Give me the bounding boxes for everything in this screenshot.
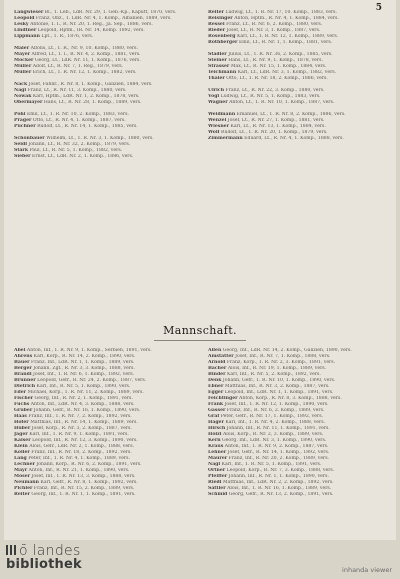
viewer-label[interactable]: inhanda viewer [342, 566, 392, 574]
register-entry [208, 64, 384, 69]
entry-name: Mayer [14, 52, 31, 57]
register-entry [208, 444, 384, 449]
entry-text: Johann, Gefr., 1. R. Nr. 10, 1. Komp., 1890, vers. [222, 378, 336, 383]
entry-name: Seidl [14, 142, 27, 147]
entry-name: Graf [208, 414, 220, 419]
entry-text: Matthias, Inf., LdR. Nr. 2, 2. Komp., 1892, vers. [222, 480, 334, 485]
section-divider [154, 340, 246, 341]
entry-name: Moser [14, 474, 31, 479]
register-entry [14, 366, 190, 371]
entry-name: Ortner [208, 468, 226, 473]
register-entry [208, 100, 384, 105]
register-entry [208, 124, 384, 129]
entry-text: Karl, Korp., R. Nr. 14, 2. Komp., 1890, vers. [33, 354, 136, 359]
entry-text: Georg, Lt., LdR. Nr. 11, 1. Komp., 1876, vers. [34, 58, 141, 63]
register-entry [14, 480, 190, 485]
document-page [4, 0, 396, 540]
entry-name: Reisinger [208, 16, 233, 21]
entry-text: Johann, Inf., R. Nr. 11, 1. Komp., 1891, vers. [226, 426, 330, 431]
register-entry [208, 402, 384, 407]
entry-name: Nowak [14, 94, 32, 99]
register-entry [208, 456, 384, 461]
entry-name: Thaler [208, 76, 225, 81]
register-entry [14, 70, 190, 75]
register-entry [208, 474, 384, 479]
entry-name: Feichtinger [208, 396, 238, 401]
entry-text: Matthias, Inf., R. Nr. 3, 2. Komp., 1887, vers. [224, 384, 330, 389]
register-entry [208, 70, 384, 75]
register-entry [208, 426, 384, 431]
register-entry [14, 118, 190, 123]
entry-name: Pfeiffer [208, 474, 228, 479]
entry-name: Ebner [208, 384, 224, 389]
entry-text: Johann, Gefr., R. Nr. 16, 1. Komp., 1890, vers. [33, 408, 141, 413]
entry-name: Obermayer [14, 100, 43, 105]
entry-name: Riedl [208, 480, 222, 485]
entry-name: Sieber [14, 154, 31, 159]
register-entry [208, 414, 384, 419]
register-entry [208, 486, 384, 491]
register-entry [14, 354, 190, 359]
entry-name: Mayr [14, 468, 28, 473]
entry-text: Karl, Lt., 1. R. Nr. 12, 1. Komp., 1889, vers. [236, 34, 339, 39]
entry-name: Gasser [208, 408, 226, 413]
entry-text: Leopold, Inf., LdR. Nr. 1, 1. Komp., 1891, vers. [224, 390, 334, 395]
entry-name: Nack [14, 82, 28, 87]
entry-name: Vogl [208, 94, 220, 99]
entry-text: Franz, Lt., R. Nr. 6, 2. Komp., 1880, vers. [226, 22, 323, 27]
entry-text: Bl., 1. Leb., LdR. Nr. 29, 1. Geb.-Kp., Kaputt, 1870, vers. [44, 10, 177, 15]
entry-name: Arnold [208, 360, 226, 365]
register-entry [14, 390, 190, 395]
page-number: 5 [375, 3, 382, 13]
register-entry [14, 402, 190, 407]
entry-text: Paul, Lt., R. Nr. 5, 1. Komp., 1882, vers. [29, 148, 123, 153]
entry-name: Lehner [208, 450, 227, 455]
register-entry [14, 372, 190, 377]
register-entry [14, 148, 190, 153]
entry-text: Leopold, Hptm., IR. Nr. 14, Komp. 1892, vers. [37, 28, 145, 33]
entry-text: Franz, Inf., R. Nr. 6, 2. Komp., 1889, vers. [226, 408, 325, 413]
entry-text: Rudolf, Lt., R. Nr. 14, 1. Komp., 1885, vers. [37, 124, 138, 129]
entry-text: Anton, Inf., R. Nr. 21, 1. Komp., 1890, vers. [28, 468, 130, 473]
entry-text: Matthias, Inf., R. Nr. 14, 1. Komp., 1889, vers. [30, 420, 138, 425]
register-entry [208, 480, 384, 485]
register-entry [14, 432, 190, 437]
register-entry [14, 462, 190, 467]
entry-name: Pichler [14, 486, 33, 491]
entry-text: Alois, Inf., 1. R. Nr. 16, 1. Komp., 1889, vers. [227, 486, 332, 491]
entry-name: Wagner [208, 100, 228, 105]
register-entry [14, 444, 190, 449]
entry-text: Max, Lt., R. Nr. 15, 1. Komp., 1884, vers. [230, 64, 327, 69]
entry-name: Weidmann [208, 112, 236, 117]
entry-text: Karl, Lt., R. Nr. 13, 1. Komp., 1884, vers. [230, 124, 326, 129]
register-entry [208, 390, 384, 395]
register-entry [208, 366, 384, 371]
register-entry [208, 52, 384, 57]
entry-name: Schmid [208, 492, 228, 497]
entry-name: Reiter [208, 10, 224, 15]
entry-name: Brunner [14, 378, 36, 383]
register-entry [14, 456, 190, 461]
register-entry [14, 58, 190, 63]
entry-text: Leopold, Inf., R. Nr. 12, 3. Komp., 1890, vers. [32, 438, 138, 443]
entry-text: Karl, Inf., 1. R. Nr. 9, 1. Komp., 1891, vers. [29, 432, 129, 437]
entry-name: Hofer [14, 420, 29, 425]
register-entry [14, 450, 190, 455]
entry-name: Reiter [14, 492, 30, 497]
register-entry [14, 136, 190, 141]
register-entry [14, 142, 190, 147]
logo-text-1: ö̈ landes [19, 543, 81, 559]
register-entry [14, 22, 190, 27]
entry-name: Müller [14, 70, 32, 75]
register-entry [208, 58, 384, 63]
register-entry [14, 10, 190, 15]
register-entry [14, 88, 190, 93]
entry-text: Karl, Inf., 1. R. Nr. 4, 2. Komp., 1888, vers. [225, 420, 326, 425]
entry-text: Otto, Lt., 1. R. Nr. 18, 2. Komp., 1886, vers. [226, 76, 328, 81]
entry-name: Brandl [14, 372, 32, 377]
register-entry [208, 112, 384, 117]
entry-text: Georg, Gefr., R. Nr. 13, 2. Komp., 1891, vers. [228, 492, 334, 497]
entry-name: Rieder [208, 28, 226, 33]
entry-text: Emil, Lt., 1. R. Nr. 10, 2. Komp., 1883, vers. [26, 112, 129, 117]
entry-name: Teichmann [208, 70, 237, 75]
register-entry [14, 474, 190, 479]
entry-text: Leopold, Gefr., R. Nr. 24, 2. Komp., 1887, vers. [37, 378, 147, 383]
entry-name: Fischer [14, 396, 34, 401]
entry-name: Kern [208, 438, 221, 443]
register-entry [14, 360, 190, 365]
entry-name: Ahrens [14, 354, 33, 359]
register-entry [208, 40, 384, 45]
register-entry [14, 378, 190, 383]
entry-text: Anton, Inf., 1. R. Nr. 9, 2. Komp., 1887, vers. [224, 444, 329, 449]
register-entry [208, 462, 384, 467]
register-entry [208, 378, 384, 383]
entry-name: Wolf [208, 130, 220, 135]
entry-name: Dietrich [14, 384, 36, 389]
entry-name: Mocker [14, 58, 34, 63]
register-entry [14, 414, 190, 419]
register-entry [208, 384, 384, 389]
entry-name: Hirsch [208, 426, 226, 431]
entry-name: Lesky [14, 22, 29, 27]
entry-text: Josef, Gefr., R. Nr. 14, 1. Komp., 1892, vers. [227, 450, 330, 455]
entry-name: Schönbauer [14, 136, 45, 141]
entry-text: Karl, Gefr., R. Nr. 8, 1. Komp., 1892, vers. [40, 480, 138, 485]
entry-text: Karl, Lt., LdR. Nr. 3, 1. Komp., 1882, vers. [237, 70, 337, 75]
entry-text: Franz, Obz., 1. LdR. Nr. 4, 1. Komp., Albanien, 1889, vers. [35, 16, 172, 21]
register-entry [14, 468, 190, 473]
register-entry [208, 438, 384, 443]
entry-text: Franz, Korp., 1. R. Nr. 2, 3. Komp., 1891, vers. [226, 360, 336, 365]
entry-name: Lechner [14, 462, 35, 467]
entry-text: Franz, Lt., R. Nr. 11, 3. Komp., 1880, vers. [27, 88, 127, 93]
entry-text: Franz, Inf., 1. R. Nr. 7, 2. Komp., 1892, vers. [28, 414, 132, 419]
entry-name: Maier [14, 46, 30, 51]
entry-name: Huber [14, 426, 31, 431]
entry-name: Leopold [14, 16, 35, 21]
register-entry [208, 354, 384, 359]
entry-text: Anton, Korp., R. Nr. 8, 3. Komp., 1888, vers. [239, 396, 342, 401]
entry-text: Georg, Inf., 1. R. Nr. 1, 1. Komp., 1891, vers. [31, 492, 136, 497]
register-entry [14, 100, 190, 105]
lower-left-column [14, 348, 190, 498]
entry-text: Franz, Inf., R. Nr. 18, 2. Komp., 1892, vers. [31, 450, 132, 455]
entry-text: Anton, Lt., 1. R. Nr. 10, 1. Komp., 1887, vers. [229, 100, 335, 105]
entry-text: Georg, Inf., LdR. Nr. 3, 1. Komp., 1890, vers. [222, 438, 327, 443]
entry-name: Denk [208, 378, 222, 383]
entry-name: Rosenberg [208, 34, 236, 39]
register-entry [208, 136, 384, 141]
entry-name: Jäger [14, 432, 28, 437]
section-heading: Mannschaft. [163, 324, 237, 337]
entry-text: Karl, Inf., R. Nr. 5, 1. Komp., 1890, vers. [36, 384, 131, 389]
register-entry [14, 396, 190, 401]
register-entry [208, 118, 384, 123]
register-entry [208, 94, 384, 99]
entry-name: Neumann [14, 480, 39, 485]
register-entry [14, 16, 190, 21]
entry-name: Stadler [208, 52, 227, 57]
register-entry [14, 348, 190, 353]
entry-name: Koller [14, 450, 30, 455]
entry-text: Ernst, Lt., LdR. Nr. 2, 1. Komp., 1886, vers. [32, 154, 134, 159]
logo-line-2: bibliothek [6, 557, 82, 572]
entry-name: Wenzel [208, 118, 227, 123]
entry-name: Egger [208, 390, 224, 395]
register-entry [208, 372, 384, 377]
entry-text: Karl, Inf., R. Nr. 5, 2. Komp., 1892, vers. [227, 372, 321, 377]
entry-text: Ludwig, Lt., 1. R. Nr. 17, 10. Komp., 1883, vers. [225, 10, 337, 15]
entry-name: Rothberger [208, 40, 238, 45]
entry-name: Steiner [208, 58, 227, 63]
entry-text: Josef, Inf., 1. R. Nr. 6, 1. Komp., 1892, vers. [33, 372, 135, 377]
entry-text: Peter, Gefr., R. Nr. 17, 1. Komp., 1892, vers. [220, 414, 324, 419]
entry-name: Frank [208, 402, 224, 407]
register-entry [208, 396, 384, 401]
entry-name: Langwieser [14, 10, 44, 15]
entry-text: Johann, Lt., R. Nr. 32, 2. Komp., 1879, vers. [28, 142, 131, 147]
register-entry [14, 82, 190, 87]
entry-name: Hager [208, 420, 224, 425]
register-entry [208, 88, 384, 93]
entry-name: Maurer [208, 456, 228, 461]
entry-text: Alfred, Lt., 1. I., R. Nr. 4, 2. Komp., 1881, vers. [31, 52, 141, 57]
entry-text: Erich, Lt., 1. R. Nr. 12, 1. Komp., 1882, vers. [32, 70, 137, 75]
entry-text: Anton, Inf., 1. R. Nr. 9, 1. Komp., Serbien, 1891, vers. [26, 348, 152, 353]
entry-name: Haas [14, 414, 27, 419]
register-entry [14, 52, 190, 57]
entry-text: Josef, Fähnr., R. Nr. 8, 1. Komp., Galizien, 1884, vers. [28, 82, 153, 87]
entry-text: Otto, Lt., R. Nr. 4, 1. Komp., 1887, vers. [32, 118, 126, 123]
entry-text: Rudolf, Lt., 1. R. Nr. 20, 1. Komp., 1879, vers. [221, 130, 328, 135]
entry-text: Michael, Korp., 1. R. Nr. 11, 2. Komp., 1889, vers. [27, 390, 144, 395]
register-entry [14, 154, 190, 159]
entry-name: Binder [208, 372, 226, 377]
entry-text: Leopold, Korp., R. Nr. 7, 3. Komp., 1888, vers. [226, 468, 335, 473]
entry-text: Josef, Inf., 1. R. Nr. 12, 1. Komp., 1890, vers. [224, 402, 329, 407]
entry-name: Puchner [14, 124, 36, 129]
entry-name: Prager [14, 118, 32, 123]
lower-right-column [208, 348, 384, 498]
entry-name: Stärk [14, 148, 29, 153]
register-entry [14, 124, 190, 129]
entry-text: Franz, Inf., R. Nr. 20, 2. Komp., 1889, vers. [228, 456, 330, 461]
entry-text: Adolf, Lt., R. Nr. 7, 1. Reg., 1879, vers. [32, 64, 124, 69]
entry-name: Gruber [14, 408, 33, 413]
entry-text: Alois, Inf., R. Nr. 19, 1. Komp., 1889, vers. [227, 366, 327, 371]
entry-name: Wiesner [208, 124, 230, 129]
entry-text: Emil, Lt., R. Nr. 1, 1. Komp., 1881, vers. [238, 40, 333, 45]
register-entry [14, 426, 190, 431]
entry-text: Peter, Inf., 1. R. Nr. 4, 1. Komp., 1889, vers. [28, 456, 130, 461]
register-entry [208, 408, 384, 413]
entry-text: Julius, Lt., 1. R. Nr. 36, 2. Komp., 1885, vers. [228, 52, 333, 57]
register-entry [14, 438, 190, 443]
entry-text: Karl, Hptm., LdR. Nr. 1, 2. Komp., 1878, vers. [32, 94, 140, 99]
register-entry [208, 22, 384, 27]
entry-text: Hans, Lt., R. Nr. 9, 1. Komp., 1878, vers. [228, 58, 323, 63]
entry-name: Fuchs [14, 402, 30, 407]
register-entry [14, 408, 190, 413]
entry-name: Hölzl [208, 432, 222, 437]
entry-text: Antonie, 1. I., R. Nr. 20, 1. Reg., Ja. Sep., 1886, vers. [30, 22, 153, 27]
entry-text: Alfons, Lt., 1. R., Nr. 9, 10. Komp., 1880, vers. [30, 46, 139, 51]
entry-name: Allen [208, 348, 222, 353]
entry-text: Josef, Lt., R. Nr. 27, 1. Komp., 1881, vers. [227, 118, 325, 123]
register-entry [208, 130, 384, 135]
entry-name: Sattler [208, 486, 226, 491]
register-entry [208, 28, 384, 33]
register-entry [14, 384, 190, 389]
register-entry [208, 360, 384, 365]
entry-text: Karl, Inf., 1. R. Nr. 5, 1. Komp., 1891, vers. [221, 462, 322, 467]
entry-name: Lang [14, 456, 27, 461]
entry-text: Georg, Inf., R. Nr. 2, 1. Komp., 1891, vers. [34, 396, 133, 401]
entry-text: Wilhelm, Lt., 1. R. Nr. 3, 1. Komp., 1880, vers. [46, 136, 154, 141]
register-entry [208, 34, 384, 39]
register-entry [14, 492, 190, 497]
entry-name: Ressel [208, 22, 225, 27]
entry-name: Nagl [208, 462, 221, 467]
logo-line-1 [6, 544, 82, 558]
entry-name: Strasser [208, 64, 230, 69]
entry-text: Josef, Korp., R. Nr. 3, 2. Komp., 1887, vers. [31, 426, 132, 431]
upper-right-column [208, 10, 384, 142]
register-entry [14, 28, 190, 33]
register-entry [208, 76, 384, 81]
register-entry [14, 420, 190, 425]
entry-text: Johann, Inf., R. Nr. 1, 1. Komp., 1890, vers. [228, 474, 329, 479]
entry-name: Lindtner [14, 28, 37, 33]
entry-text: Franz, Inf., R. Nr. 15, 2. Komp., 1889, vers. [33, 486, 135, 491]
entry-text: Alois, Korp., R. Nr. 2, 3. Komp., 1889, vers. [222, 432, 324, 437]
entry-name: Klein [14, 444, 28, 449]
entry-text: Lpt., 1. R., 1876, vers. [41, 34, 94, 39]
register-entry [208, 10, 384, 15]
entry-text: Johann, Korp., R. Nr. 6, 2. Komp., 1891, vers. [36, 462, 142, 467]
register-entry [208, 450, 384, 455]
entry-text: Josef, Inf., 1. R. Nr. 13, 3. Komp., 1888, vers. [31, 474, 136, 479]
register-entry [208, 16, 384, 21]
register-entry [14, 64, 190, 69]
register-entry [14, 112, 190, 117]
entry-name: Abel [14, 348, 26, 353]
register-entry [208, 492, 384, 497]
entry-text: Georg, Inf., LdR. Nr. 14, 2. Komp., Galizien, 1890, vers. [222, 348, 352, 353]
entry-text: Franz, Inf., LdR. Nr. 1, 1. Komp., 1889, vers. [31, 360, 135, 365]
entry-text: Franz, Lt., R. Nr. 22, 3. Komp., 1880, vers. [225, 88, 325, 93]
entry-text: Ludwig, Lt., R. Nr. 5, 1. Komp., 1883, vers. [220, 94, 321, 99]
entry-text: Eduard, Lt., R. Nr. 4, 1. Komp., 1888, vers. [244, 136, 344, 141]
entry-name: Kaiser [14, 438, 31, 443]
register-entry [208, 468, 384, 473]
library-logo[interactable] [6, 544, 82, 571]
register-entry [208, 432, 384, 437]
entry-text: Anton, Inf., LdR. Nr. 4, 3. Komp., 1888, vers. [30, 402, 135, 407]
entry-name: Eder [14, 390, 27, 395]
entry-text: Johann, Zgf., R. Nr. 3, 3. Komp., 1888, vers. [33, 366, 135, 371]
entry-name: Bacher [208, 366, 227, 371]
library-logo-icon [6, 544, 16, 556]
entry-name: Ulrich [208, 88, 225, 93]
entry-name: Lippmann [14, 34, 40, 39]
upper-left-column [14, 10, 190, 160]
entry-text: Alois, Gefr., LdR. Nr. 2, 1. Komp., 1888, vers. [29, 444, 135, 449]
register-entry [14, 34, 190, 39]
register-entry [208, 420, 384, 425]
entry-text: Josef, Inf., R. Nr. 7, 1. Komp., 1888, vers. [235, 354, 331, 359]
entry-name: Kraus [208, 444, 224, 449]
entry-text: Emanuel, Lt., 1. R. Nr. 8, 2. Komp., 1886, vers. [236, 112, 346, 117]
register-entry [14, 46, 190, 51]
entry-text: Anton, Hptm., R. Nr. 4, 1. Komp., 1884, vers. [234, 16, 339, 21]
entry-name: Zimmermann [208, 136, 243, 141]
register-entry [208, 348, 384, 353]
entry-name: Berger [14, 366, 32, 371]
entry-name: Müller [14, 64, 32, 69]
entry-text: Josef, Lt., R. Nr. 3, 1. Komp., 1887, vers. [226, 28, 321, 33]
entry-name: Nagl [14, 88, 27, 93]
entry-name: Bauer [14, 360, 30, 365]
entry-name: Pohl [14, 112, 26, 117]
entry-name: Amstätter [208, 354, 234, 359]
entry-text: Hans, Lt., R. Nr. 28, 1. Komp., 1889, vers. [43, 100, 142, 105]
register-entry [14, 94, 190, 99]
register-entry [14, 486, 190, 491]
